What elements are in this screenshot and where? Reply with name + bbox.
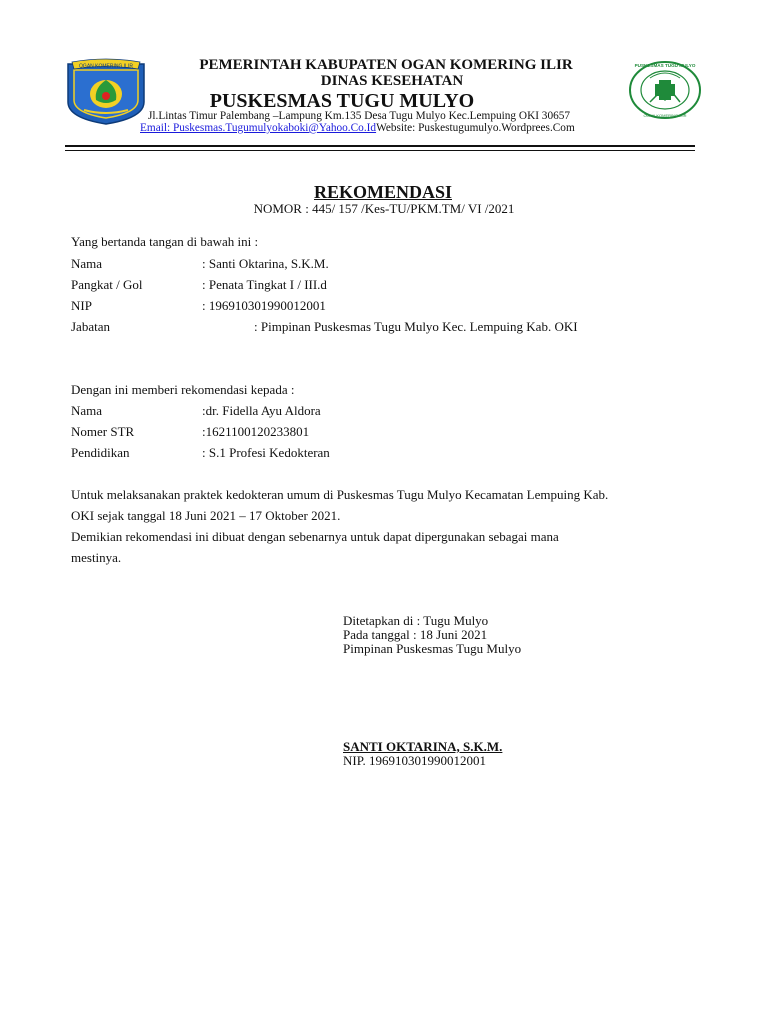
letterhead-contact	[140, 122, 575, 134]
signature-date: Pada tanggal : 18 Juni 2021	[343, 627, 488, 642]
signature-nip: NIP. 196910301990012001	[343, 753, 487, 768]
document-title-text: REKOMENDASI	[313, 182, 452, 202]
recipient-str-label: Nomer STR	[71, 424, 135, 439]
signer-position-value: : Pimpinan Puskesmas Tugu Mulyo Kec. Lempuing Kab. OKI	[254, 319, 578, 334]
letterhead-department: DINAS KESEHATAN	[320, 73, 464, 89]
signature-position: Pimpinan Puskesmas Tugu Mulyo	[343, 641, 522, 656]
body-line-3: Demikian rekomendasi ini dibuat dengan sebenarnya untuk dapat dipergunakan sebagai mana	[71, 529, 559, 544]
puskesmas-logo-text-top: PUSKESMAS TUGU MULYO	[634, 63, 696, 68]
signer-position-label: Jabatan	[71, 319, 110, 334]
signer-nip-value: : 196910301990012001	[202, 298, 326, 313]
letterhead-divider-thin	[65, 150, 695, 151]
signer-name-value: : Santi Oktarina, S.K.M.	[202, 256, 329, 271]
signer-rank-value: : Penata Tingkat I / III.d	[202, 277, 327, 292]
signer-name-label: Nama	[71, 256, 103, 271]
letterhead-divider-thick	[65, 145, 695, 147]
body-line-2: OKI sejak tanggal 18 Juni 2021 – 17 Oktober 2021.	[71, 508, 341, 523]
recipient-str-value: :1621100120233801	[202, 424, 310, 439]
recipient-education-label: Pendidikan	[71, 445, 130, 460]
signature-place: Ditetapkan di : Tugu Mulyo	[343, 613, 489, 628]
recipient-education-value: : S.1 Profesi Kedokteran	[202, 445, 330, 460]
recipient-intro: Dengan ini memberi rekomendasi kepada :	[71, 382, 295, 397]
recipient-name-label: Nama	[71, 403, 103, 418]
signer-nip-label: NIP	[71, 298, 92, 313]
puskesmas-logo-text-bottom: OGAN KOMERING ILIR	[643, 113, 687, 118]
website-text: Website: Puskestugumulyo.Wordprees.Com	[376, 122, 575, 134]
signature-name: SANTI OKTARINA, S.K.M.	[343, 739, 503, 754]
recipient-name-value: :dr. Fidella Ayu Aldora	[202, 403, 321, 418]
letterhead-institution-text: PUSKESMAS TUGU MULYO	[209, 90, 475, 112]
signer-intro: Yang bertanda tangan di bawah ini :	[71, 234, 259, 249]
letterhead-address: Jl.Lintas Timur Palembang –Lampung Km.135 Desa Tugu Mulyo Kec.Lempuing OKI 30657	[148, 110, 571, 122]
regency-emblem-text: OGAN KOMERING ILIR	[79, 63, 133, 70]
document-title	[0, 182, 768, 203]
letterhead-government: PEMERINTAH KABUPATEN OGAN KOMERING ILIR	[199, 57, 573, 73]
body-line-4: mestinya.	[71, 550, 122, 565]
email-link[interactable]: Email: Puskesmas.Tugumulyokaboki@Yahoo.Co.Id	[140, 122, 377, 134]
document-number	[0, 201, 768, 217]
document-number-text: NOMOR : 445/ 157 /Kes-TU/PKM.TM/ VI /2021	[253, 201, 515, 216]
body-line-1: Untuk melaksanakan praktek kedokteran umum di Puskesmas Tugu Mulyo Kecamatan Lempuing Kab.	[71, 487, 609, 502]
signer-rank-label: Pangkat / Gol	[71, 277, 143, 292]
